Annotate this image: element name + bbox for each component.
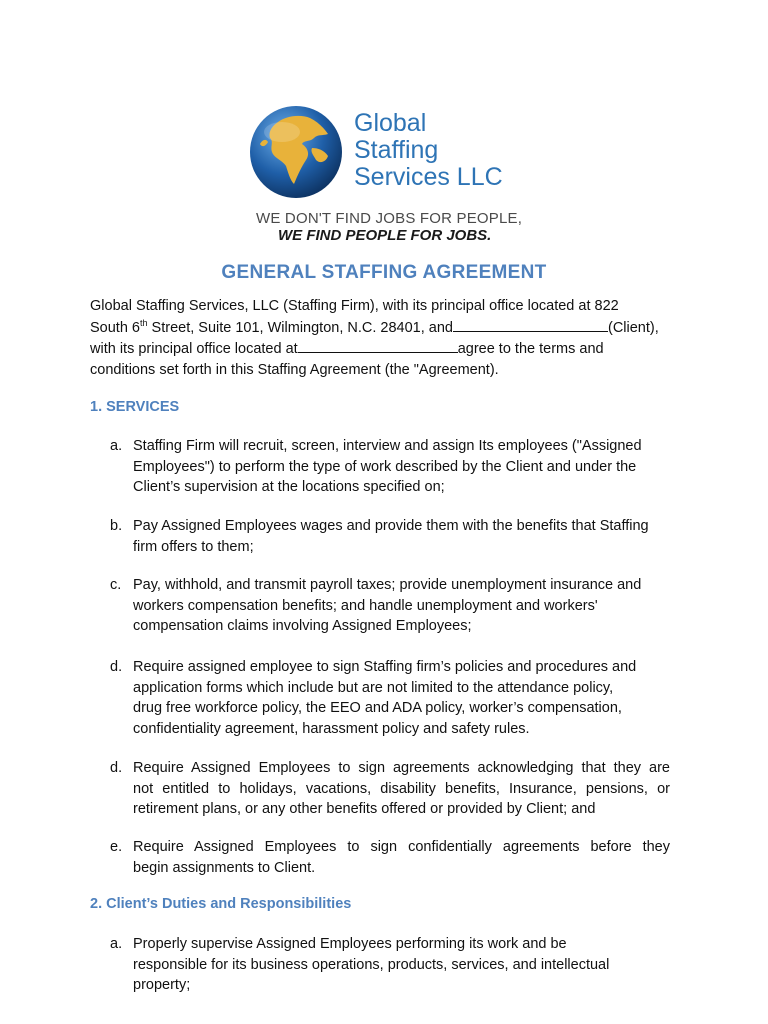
list-marker: c. <box>110 577 122 593</box>
list-item-line: Staffing Firm will recruit, screen, interview and assign Its employees ("Assigned <box>133 438 642 454</box>
company-logo <box>248 104 528 244</box>
tagline-line-1: WE DON'T FIND JOBS FOR PEOPLE, <box>256 210 523 227</box>
intro-line-3-end: agree to the terms and <box>457 341 604 357</box>
list-item-line: drug free workforce policy, the EEO and ADA policy, worker’s compensation, <box>133 700 622 716</box>
list-item-line: confidentiality agreement, harassment policy and safety rules. <box>133 720 530 737</box>
brand-line-2: Staffing <box>354 136 439 164</box>
list-item <box>110 436 670 498</box>
list-item-line: retirement plans, or any other benefits offered or provided by Client; and <box>133 801 596 817</box>
list-item <box>110 934 670 996</box>
document-title: GENERAL STAFFING AGREEMENT <box>221 262 547 283</box>
list-marker: a. <box>110 936 123 952</box>
list-item-line: not entitled to holidays, vacations, disability benefits, Insurance, pensions, or <box>133 780 670 797</box>
tagline-line-2: WE FIND PEOPLE FOR JOBS. <box>278 227 492 244</box>
intro-line-3-start: with its principal office located at <box>90 341 298 357</box>
list-item <box>110 657 670 739</box>
list-marker: d. <box>110 760 123 776</box>
list-item-line: Pay Assigned Employees wages and provide them with the benefits that Staffing <box>133 518 649 534</box>
client-name-blank <box>453 317 608 332</box>
intro-line-4: conditions set forth in this Staffing Agreement (the "Agreement). <box>90 361 499 378</box>
intro-line-2 <box>90 317 670 339</box>
list-item-line: Require assigned employee to sign Staffing firm’s policies and procedures and <box>133 659 637 675</box>
list-item-line: compensation claims involving Assigned Employees; <box>133 618 472 634</box>
list-item <box>110 516 670 557</box>
intro-line-2-mid: Street, Suite 101, Wilmington, N.C. 28401, and <box>147 319 453 336</box>
list-item-line: Require Assigned Employees to sign confidentially agreements before they <box>133 839 670 855</box>
list-item-line: Client’s supervision at the locations specified on; <box>133 479 445 495</box>
list-item-line: firm offers to them; <box>133 538 254 555</box>
superscript-th: th <box>140 317 148 328</box>
client-address-blank <box>298 338 458 353</box>
list-item <box>110 758 670 820</box>
list-marker: b. <box>110 518 123 534</box>
brand-name <box>354 110 503 191</box>
list-marker: e. <box>110 839 123 855</box>
list-item-line: Require Assigned Employees to sign agreements acknowledging that they are <box>133 760 670 776</box>
intro-line-2-start: South 6 <box>90 319 140 336</box>
list-marker: a. <box>110 438 123 454</box>
tagline <box>256 210 522 244</box>
intro-line-3 <box>90 338 670 360</box>
list-item-line: application forms which include but are not limited to the attendance policy, <box>133 679 614 696</box>
list-marker: d. <box>110 659 123 675</box>
list-item-line: Pay, withhold, and transmit payroll taxes; provide unemployment insurance and <box>133 577 642 593</box>
intro-line-2-end: (Client), <box>608 319 659 336</box>
section-heading-services: 1. SERVICES <box>90 399 180 415</box>
list-item-line: Properly supervise Assigned Employees performing its work and be <box>133 936 567 952</box>
section-heading-client-duties: 2. Client’s Duties and Responsibilities <box>90 896 352 912</box>
brand-line-1: Global <box>354 109 427 137</box>
globe-icon <box>248 104 344 200</box>
list-item-line: workers compensation benefits; and handle unemployment and workers' <box>133 597 598 614</box>
intro-paragraph <box>90 296 670 380</box>
list-item-line: Employees") to perform the type of work described by the Client and under the <box>133 458 637 475</box>
intro-line-1: Global Staffing Services, LLC (Staffing Firm), with its principal office located at 822 <box>90 298 619 314</box>
list-item-line: responsible for its business operations, products, services, and intellectual <box>133 956 610 973</box>
list-item <box>110 837 670 878</box>
list-item-line: property; <box>133 977 191 993</box>
brand-line-3: Services LLC <box>354 163 503 191</box>
list-item-line: begin assignments to Client. <box>133 859 316 876</box>
list-item <box>110 575 670 637</box>
